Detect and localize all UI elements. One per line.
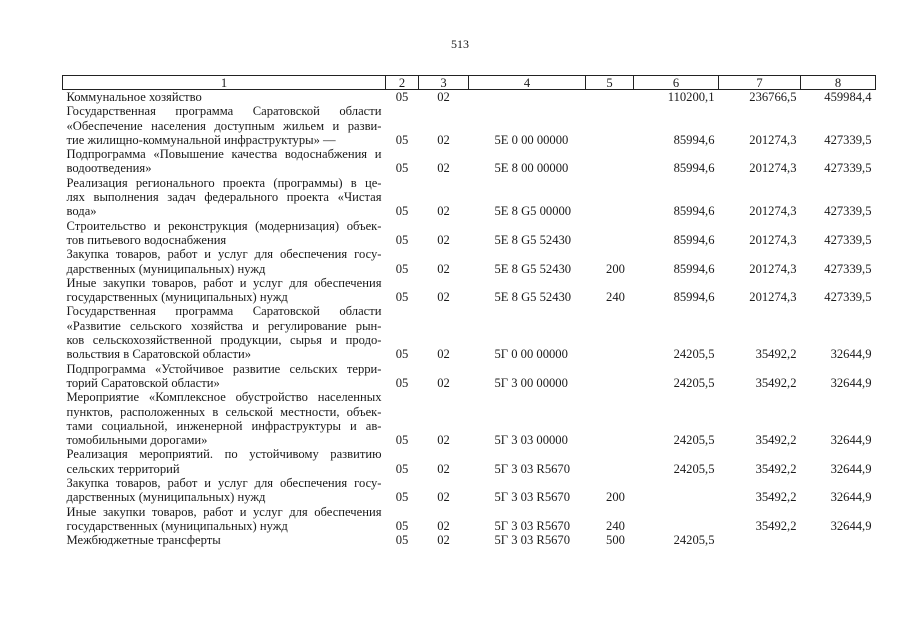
description-line: дарственных (муниципальных) нужд	[66, 261, 266, 276]
subsection-code: 02	[437, 261, 450, 276]
table-row	[63, 147, 876, 176]
subsection-code: 02	[437, 375, 450, 390]
expense-type-code: 200	[606, 261, 625, 276]
target-article-code: 5Г 3 03 R5670	[494, 461, 571, 476]
section-code: 05	[395, 90, 409, 104]
description-line: томобильными дорогами»	[66, 433, 208, 448]
table-row	[63, 176, 876, 219]
row-description	[63, 362, 386, 391]
description-line: Государственная программа Саратовской области	[66, 304, 382, 319]
section-code: 05	[395, 290, 409, 305]
amount-year-3: 427339,5	[824, 204, 872, 219]
amount-year-3: 32644,9	[830, 375, 872, 390]
amount-year-1: 85994,6	[673, 204, 715, 219]
amount-year-1	[634, 505, 719, 534]
amount-year-1	[634, 476, 719, 505]
table-row	[63, 219, 876, 248]
col-header-6: 6	[634, 76, 719, 90]
section-code: 05	[395, 232, 409, 247]
row-description	[63, 304, 386, 361]
expense-type-code: 240	[606, 290, 625, 305]
amount-year-1: 85994,6	[673, 161, 715, 176]
description-line: вольствия в Саратовской области»	[66, 347, 252, 362]
amount-year-2: 201274,3	[749, 232, 797, 247]
amount-year-3: 32644,9	[830, 347, 872, 362]
table-row	[63, 505, 876, 534]
description-line: «Обеспечение населения доступным жильем и разви-	[66, 118, 382, 133]
subsection-code: 02	[437, 347, 450, 362]
table-body	[63, 90, 876, 548]
description-line: пунктов, расположенных в сельской местности, объек-	[66, 404, 382, 419]
expense-type-code: 240	[606, 518, 625, 533]
row-description	[63, 90, 386, 105]
table-row	[63, 447, 876, 476]
amount-year-3: 427339,5	[824, 161, 872, 176]
subsection-code: 02	[437, 518, 450, 533]
description-line: Государственная программа Саратовской области	[66, 104, 382, 119]
subsection-code: 02	[437, 232, 450, 247]
description-line: Мероприятие «Комплексное обустройство населенных	[66, 390, 382, 405]
amount-year-2: 35492,2	[755, 433, 797, 448]
row-description	[63, 176, 386, 219]
row-description	[63, 505, 386, 534]
subsection-code: 02	[437, 161, 450, 176]
description-line: водоотведения»	[66, 161, 152, 176]
amount-year-1: 85994,6	[673, 290, 715, 305]
amount-year-1: 24205,5	[673, 433, 715, 448]
row-description	[63, 533, 386, 547]
description-line: торий Саратовской области»	[66, 375, 220, 390]
amount-year-2: 35492,2	[755, 518, 797, 533]
section-code: 05	[395, 132, 409, 147]
description-line: тов питьевого водоснабжения	[66, 232, 227, 247]
table-row	[63, 362, 876, 391]
target-article-code: 5Е 8 00 00000	[494, 161, 569, 176]
amount-year-1: 110200,1	[667, 90, 715, 104]
table-row	[63, 533, 876, 547]
target-article-code: 5Г 3 03 R5670	[494, 533, 571, 548]
description-line: сельских территорий	[66, 461, 180, 476]
target-article-code: 5Е 8 G5 52430	[494, 290, 572, 305]
description-line: Строительство и реконструкция (модернизация) объек-	[66, 218, 382, 233]
expense-type-code: 500	[606, 533, 625, 548]
subsection-code: 02	[437, 433, 450, 448]
amount-year-1: 24205,5	[673, 347, 715, 362]
description-line: Межбюджетные трансферты	[66, 533, 221, 548]
amount-year-3: 32644,9	[830, 518, 872, 533]
target-article-code	[469, 90, 586, 105]
description-line: лях выполнения задач федерального проекта «Чистая	[66, 190, 382, 205]
section-code: 05	[395, 490, 409, 505]
subsection-code: 02	[437, 461, 450, 476]
target-article-code: 5Г 3 03 00000	[494, 433, 568, 448]
amount-year-2: 201274,3	[749, 161, 797, 176]
description-line: ков сельскохозяйственной продукции, сырья и продо-	[66, 333, 382, 348]
row-description	[63, 219, 386, 248]
expense-type-code	[586, 304, 634, 361]
row-description	[63, 476, 386, 505]
row-description	[63, 390, 386, 447]
amount-year-1: 85994,6	[673, 132, 715, 147]
subsection-code: 02	[437, 290, 450, 305]
amount-year-2: 35492,2	[755, 375, 797, 390]
col-header-7: 7	[719, 76, 801, 90]
amount-year-2: 201274,3	[749, 204, 797, 219]
amount-year-1: 85994,6	[673, 261, 715, 276]
section-code: 05	[395, 161, 409, 176]
target-article-code: 5Е 8 G5 00000	[494, 204, 572, 219]
amount-year-3: 32644,9	[830, 461, 872, 476]
target-article-code: 5Г 3 03 R5670	[494, 490, 571, 505]
description-line: Реализация регионального проекта (программы) в це-	[66, 175, 382, 190]
amount-year-3: 427339,5	[824, 132, 872, 147]
amount-year-3: 427339,5	[824, 290, 872, 305]
amount-year-1: 24205,5	[673, 461, 715, 476]
budget-table	[62, 75, 876, 548]
target-article-code: 5Е 0 00 00000	[494, 132, 569, 147]
description-line: государственных (муниципальных) нужд	[66, 518, 288, 533]
expense-type-code	[586, 362, 634, 391]
col-header-5: 5	[586, 76, 634, 90]
target-article-code: 5Г 3 00 00000	[494, 375, 568, 390]
col-header-3: 3	[419, 76, 469, 90]
expense-type-code	[586, 447, 634, 476]
section-code: 05	[395, 375, 409, 390]
amount-year-3: 459984,4	[824, 90, 872, 104]
description-line: Подпрограмма «Повышение качества водоснабжения и	[66, 147, 382, 162]
table-row	[63, 247, 876, 276]
expense-type-code: 200	[606, 490, 625, 505]
description-line: Коммунальное хозяйство	[66, 90, 202, 104]
section-code: 05	[395, 433, 409, 448]
target-article-code: 5Г 0 00 00000	[494, 347, 568, 362]
table-row	[63, 90, 876, 105]
amount-year-3: 32644,9	[830, 490, 872, 505]
amount-year-3: 32644,9	[830, 433, 872, 448]
amount-year-2: 35492,2	[755, 461, 797, 476]
subsection-code: 02	[437, 90, 450, 104]
section-code: 05	[395, 347, 409, 362]
subsection-code: 02	[437, 204, 450, 219]
amount-year-2: 35492,2	[755, 490, 797, 505]
table-row	[63, 276, 876, 305]
amount-year-3: 427339,5	[824, 261, 872, 276]
table-row	[63, 304, 876, 361]
amount-year-3: 427339,5	[824, 232, 872, 247]
page-number: 513	[451, 37, 469, 51]
subsection-code: 02	[437, 490, 450, 505]
subsection-code: 02	[437, 533, 450, 548]
amount-year-1: 85994,6	[673, 232, 715, 247]
subsection-code: 02	[437, 132, 450, 147]
expense-type-code	[586, 176, 634, 219]
expense-type-code	[586, 390, 634, 447]
row-description	[63, 447, 386, 476]
table-row	[63, 476, 876, 505]
amount-year-3	[801, 533, 876, 547]
description-line: государственных (муниципальных) нужд	[66, 290, 288, 305]
description-line: Иные закупки товаров, работ и услуг для обеспечения	[66, 275, 382, 290]
col-header-8: 8	[801, 76, 876, 90]
amount-year-2	[719, 533, 801, 547]
section-code: 05	[395, 533, 409, 548]
amount-year-2: 201274,3	[749, 261, 797, 276]
target-article-code: 5Е 8 G5 52430	[494, 232, 572, 247]
row-description	[63, 104, 386, 147]
col-header-1: 1	[63, 76, 386, 90]
description-line: тие жилищно-коммунальной инфраструктуры» —	[66, 132, 336, 147]
target-article-code: 5Г 3 03 R5670	[494, 518, 571, 533]
description-line: Закупка товаров, работ и услуг для обеспечения госу-	[66, 247, 382, 262]
amount-year-2: 35492,2	[755, 347, 797, 362]
amount-year-2: 201274,3	[749, 290, 797, 305]
target-article-code: 5Е 8 G5 52430	[494, 261, 572, 276]
description-line: «Развитие сельского хозяйства и регулирование рын-	[66, 318, 382, 333]
amount-year-2: 201274,3	[749, 132, 797, 147]
row-description	[63, 247, 386, 276]
description-line: Закупка товаров, работ и услуг для обеспечения госу-	[66, 476, 382, 491]
amount-year-1: 24205,5	[673, 375, 715, 390]
section-code: 05	[395, 518, 409, 533]
row-description	[63, 147, 386, 176]
description-line: тами социальной, инженерной инфраструктуры и ав-	[66, 418, 382, 433]
section-code: 05	[395, 261, 409, 276]
expense-type-code	[586, 90, 634, 105]
description-line: Подпрограмма «Устойчивое развитие сельских терри-	[66, 361, 382, 376]
table-row	[63, 390, 876, 447]
col-header-4: 4	[469, 76, 586, 90]
section-code: 05	[395, 461, 409, 476]
header-row	[63, 76, 876, 90]
table-row	[63, 104, 876, 147]
amount-year-1: 24205,5	[673, 533, 715, 548]
expense-type-code	[586, 219, 634, 248]
description-line: Реализация мероприятий. по устойчивому развитию	[66, 447, 382, 462]
description-line: вода»	[66, 204, 97, 219]
section-code: 05	[395, 204, 409, 219]
col-header-2: 2	[386, 76, 419, 90]
row-description	[63, 276, 386, 305]
expense-type-code	[586, 104, 634, 147]
description-line: Иные закупки товаров, работ и услуг для обеспечения	[66, 504, 382, 519]
description-line: дарственных (муниципальных) нужд	[66, 490, 266, 505]
amount-year-2: 236766,5	[749, 90, 797, 104]
expense-type-code	[586, 147, 634, 176]
